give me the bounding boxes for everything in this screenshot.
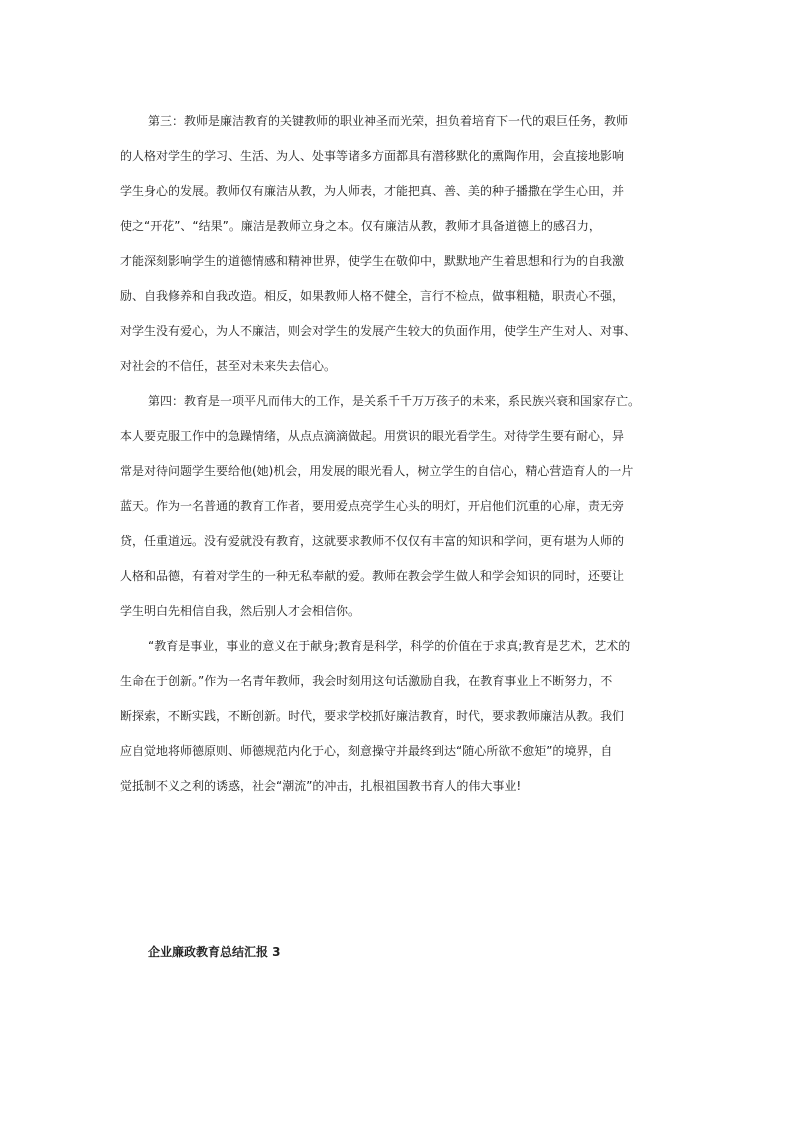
paragraph-line: 使之“开花”、“结果”。廉洁是教师立身之本。仅有廉洁从教，教师才具备道德上的感召力， — [120, 219, 601, 233]
section-heading: 企业廉政教育总结汇报 3 — [148, 945, 281, 959]
document-body — [120, 104, 660, 804]
paragraph-line: 第四：教育是一项平凡而伟大的工作，是关系千千万万孩子的未来，系民族兴衰和国家存亡。 — [148, 394, 641, 408]
paragraph-line: 学生身心的发展。教师仅有廉洁从教，为人师表，才能把真、善、美的种子播撒在学生心田，并 — [120, 184, 625, 198]
paragraph-line: 蓝天。作为一名普通的教育工作者，要用爱点亮学生心头的明灯，开启他们沉重的心扉，责无旁 — [120, 499, 625, 513]
paragraph-line: 觉抵制不义之利的诱惑，社会“潮流”的冲击，扎根祖国教书育人的伟大事业! — [120, 779, 522, 793]
paragraph-line: 断探索，不断实践，不断创新。时代，要求学校抓好廉洁教育，时代，要求教师廉洁从教。我们 — [120, 709, 625, 723]
paragraph-line: 第三：教师是廉洁教育的关键教师的职业神圣而光荣，担负着培育下一代的艰巨任务，教师 — [148, 114, 629, 128]
paragraph-line: 本人要克服工作中的急躁情绪，从点点滴滴做起。用赏识的眼光看学生。对待学生要有耐心，异 — [120, 429, 625, 443]
paragraph-line: 学生明白先相信自我，然后别人才会相信你。 — [120, 604, 361, 618]
paragraph-line: 人格和品德，有着对学生的一种无私奉献的爱。教师在教会学生做人和学会知识的同时，还要让 — [120, 569, 625, 583]
paragraph-line: 常是对待问题学生要给他(她)机会，用发展的眼光看人，树立学生的自信心，精心营造育人的一片 — [120, 464, 634, 478]
paragraph-2 — [120, 384, 660, 629]
paragraph-line: 对社会的不信任，甚至对未来失去信心。 — [120, 359, 337, 373]
paragraph-line: “教育是事业，事业的意义在于献身;教育是科学，科学的价值在于求真;教育是艺术，艺术的 — [148, 639, 631, 653]
paragraph-line: 的人格对学生的学习、生活、为人、处事等诸多方面都具有潜移默化的熏陶作用，会直接地影响 — [120, 149, 625, 163]
paragraph-3 — [120, 629, 660, 804]
paragraph-1 — [120, 104, 660, 384]
paragraph-line: 生命在于创新。”作为一名青年教师，我会时刻用这句话激励自我，在教育事业上不断努力，不 — [120, 674, 613, 688]
paragraph-line: 励、自我修养和自我改造。相反，如果教师人格不健全，言行不检点，做事粗糙，职责心不强， — [120, 289, 625, 303]
paragraph-line: 对学生没有爱心，为人不廉洁，则会对学生的发展产生较大的负面作用，使学生产生对人、对事、 — [120, 324, 637, 338]
paragraph-line: 贷，任重道远。没有爱就没有教育，这就要求教师不仅仅有丰富的知识和学问，更有堪为人师的 — [120, 534, 625, 548]
paragraph-line: 应自觉地将师德原则、师德规范内化于心，刻意操守并最终到达“随心所欲不愈矩”的境界，自 — [120, 744, 613, 758]
paragraph-line: 才能深刻影响学生的道德情感和精神世界，使学生在敬仰中，默默地产生着思想和行为的自我激 — [120, 254, 625, 268]
